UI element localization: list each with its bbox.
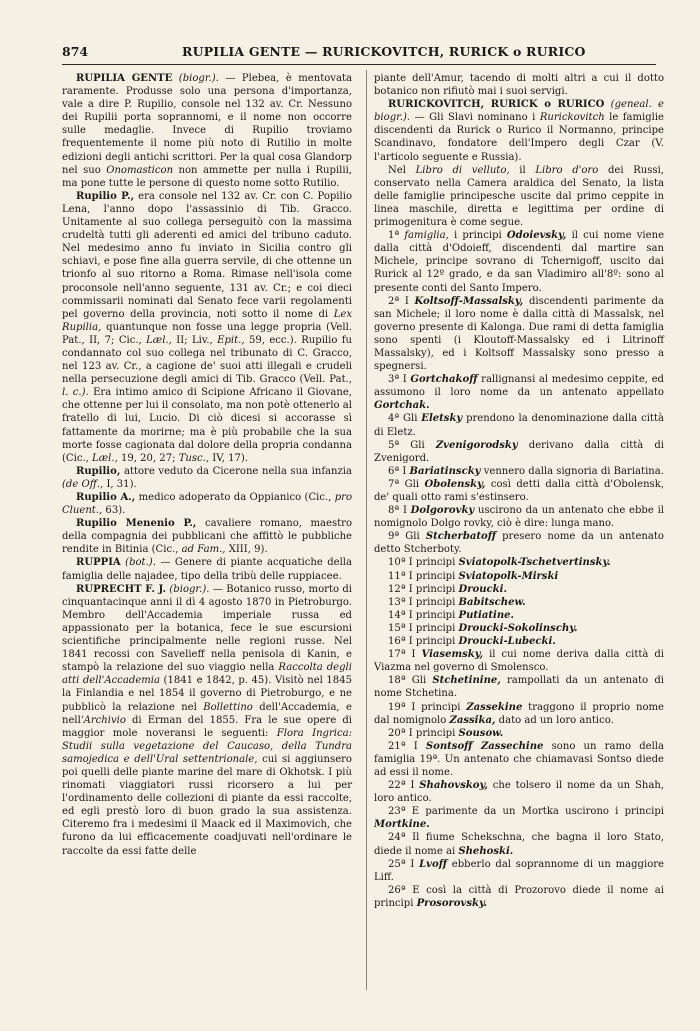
entry-headword: RUPPIA [76, 557, 121, 569]
entry-italic: (de Off., [62, 478, 104, 490]
entry-ruppia [62, 556, 352, 582]
family-item-2 [374, 295, 664, 374]
family-name: Sviatopolk-Tschetvertinsky. [458, 557, 611, 569]
entry-text: vennero dalla signoria di Bariatina. [483, 465, 664, 477]
family-item-6 [374, 465, 664, 478]
family-number: 11ª [388, 570, 406, 582]
entry-text: di Erman del 1855. Fra le sue opere di maggior mole noveransi le seguenti: [62, 714, 352, 739]
family-name: Odoievsky, [506, 230, 567, 242]
entry-text: Gli [411, 675, 427, 687]
entry-text: 19, 20, 27; [120, 452, 176, 464]
entry-text: I [402, 465, 407, 477]
entry-text: I principi [408, 583, 456, 595]
entry-italic: Epit., [217, 334, 245, 346]
entry-rurickovitch [374, 98, 664, 163]
family-item-9 [374, 530, 664, 556]
family-name: Mortkine. [374, 819, 430, 831]
family-item-1 [374, 229, 664, 294]
family-name: Droucki. [458, 583, 507, 595]
entry-text: discendenti parimente da san Michele; il loro nome è dalla città di Massalsk, nel governo presente di Kalonga. Due rami di detta famiglia sono spenti (i Kloutoff-Massalsky ed i Litrinoff Massalsky), ed i Koltsoff Massalsky sono presso a spegnersi. [374, 295, 664, 373]
entry-text: 59, ecc.). Rupilio fu condannato col suo collega nel tribunato di C. Gracco, nel 123 av. Cr., a cagione de' suoi atti illegali e crudeli nella persecuzione degli amici di Tib. Gracco (Vell. Pat., [62, 334, 352, 386]
entry-text: E così la città di Prozorovo diede il nome ai principi [374, 884, 664, 909]
family-item-17 [374, 648, 664, 674]
entry-headword: RUPILIA GENTE [76, 73, 173, 84]
entry-text: non ammette per nulla i Rupilii, ma pone tutte le persone di questo nome sotto Rutilio. [62, 164, 353, 189]
entry-ruprecht [62, 583, 352, 858]
entry-headword: Rupilio P., [76, 190, 135, 202]
entry-text: cavaliere romano, maestro della compagnia dei pubblicani che affittò le pubbliche rendite in Bitinia (Cic., [62, 518, 352, 556]
entry-text: I principi [408, 570, 456, 582]
family-item-10 [374, 556, 664, 569]
entry-headword: Rupilio A., [76, 492, 136, 503]
entry-italic: Rurickovitch [539, 112, 605, 124]
entry-text: il cui nome viene dalla città d'Odoieff, discendenti dal martire san Michele, principe sovrano di Tchernigoff, uscito dai Rurick al 12º grado, e da san Vladimiro all'8º: sono al presente conti del Santo Impero. [374, 230, 665, 294]
entry-text: quantunque non fosse una legge propria (Vell. Pat., II, 7; Cic., [62, 321, 352, 346]
entry-text: dato ad un loro antico. [498, 714, 614, 726]
entry-text: attore veduto da Cicerone nella sua infanzia [123, 465, 352, 477]
entry-text: dei Russi, conservato nella Camera araldica del Senato, la lista delle famiglie principesche uscite dal primo ceppite in linea maschile, diretta e legittima per ordine di primogenitura è come segue. [374, 164, 664, 229]
family-name: Gortchakoff [410, 374, 478, 386]
continued-text: piante dell'Amur, tacendo di molti altri a cui il dotto botanico non rifiutò mai i suoi servigi. [374, 73, 664, 98]
entry-text: I [411, 649, 416, 661]
entry-text: I, 31). [106, 478, 137, 490]
entry-italic: ad Fam., [181, 544, 226, 556]
family-number: 9ª [388, 531, 400, 543]
entry-italic: Bollettino [203, 701, 253, 713]
family-number: 14ª [388, 609, 406, 621]
family-number: 2ª [388, 295, 400, 307]
entry-italic: Læl., [146, 334, 172, 346]
family-item-20 [374, 727, 664, 740]
entry-text: il cui nome deriva dalla città di Viazma nel governo di Smolensco. [374, 649, 664, 674]
entry-text: era console nel 132 av. Cr. con C. Popilio Lena, l'anno dopo l'assassinio di Tib. Gracco. Unitamente al suo collega perseguitò con la massima crudeltà tutti gli aderenti ed amici del tribuno caduto. Nel medesimo anno fu inviato in Sicilia contro gli schiavi, e pose fine alla guerra servile, di che ottenne un trionfo al suo ritorno a Roma. Rimase nell'isola come proconsole nell'anno seguente, 131 av. Cr.; e coi dieci commissarii nominati dal Senato fece varii regolamenti pel governo della provincia, noti sotto il nome di [62, 190, 352, 320]
family-number: 26ª [388, 884, 406, 896]
entry-text: Gli [410, 439, 425, 451]
family-name: Zassika, [449, 714, 496, 726]
family-number: 1ª [388, 230, 400, 242]
right-column [374, 72, 664, 910]
entry-rupilio-attore [62, 465, 352, 491]
family-number: 23ª [388, 806, 406, 818]
entry-tag: (biogr.). [178, 73, 219, 84]
family-item-14 [374, 609, 664, 622]
entry-tag: (bot.). [125, 557, 156, 569]
entry-headword: Rupilio Menenio P., [76, 518, 197, 530]
entry-text: (1841 e 1842, p. 45). Visitò nel 1845 la Finlandia e nel 1854 il governo di Pietroburgo, e ne pubblicò la relazione nel [62, 675, 352, 713]
family-number: 7ª [388, 478, 400, 490]
family-number: 13ª [388, 596, 406, 608]
entry-italic: pro Cluent., [62, 492, 353, 517]
family-name: Sousow. [458, 727, 504, 739]
family-name: Zassekine [466, 701, 523, 713]
family-item-23 [374, 805, 664, 831]
entry-text: XIII, 9). [228, 544, 268, 556]
entry-text: il [519, 164, 526, 176]
entry-text: così detti dalla città d'Obolensk, de' quali otto rami s'estinsero. [374, 478, 664, 503]
entry-italic: l. c.). [62, 387, 89, 399]
family-name: Sviatopolk-Mirski [458, 570, 559, 582]
family-name: Dolgorovky [410, 505, 475, 517]
family-item-8 [374, 504, 664, 530]
family-name: Zvenigorodsky [435, 439, 518, 451]
entry-text: I principi [411, 701, 461, 713]
family-number: 17ª [388, 649, 406, 661]
entry-text: rallignansi al medesimo ceppite, ed assumono il loro nome da un antenato appellato [374, 374, 664, 399]
entry-text: I principi [408, 727, 456, 739]
entry-text: I [410, 780, 415, 792]
family-name: Lvoff [419, 858, 448, 870]
family-name: Prosorovsky. [416, 897, 488, 909]
entry-italic: Flora Ingrica: Studii sulla vegetazione del Caucaso, della Tundra samojedica e dell'Ural settentrionale, [62, 727, 352, 765]
page-header [62, 44, 656, 62]
entry-italic: Libro di velluto, [415, 164, 510, 176]
family-item-25 [374, 858, 664, 884]
entry-text: Il fiume Schekschna, che bagna il loro Stato, diede il nome ai [374, 832, 664, 857]
entry-italic: Onomasticon [106, 164, 174, 176]
family-number: 22ª [388, 780, 406, 792]
entry-headword: RUPRECHT F. J. [76, 583, 167, 595]
family-number: 10ª [388, 557, 406, 569]
header-rule [62, 64, 656, 65]
entry-text: uscirono da un antenato che ebbe il nomignolo Dolgo rovky, ciò è dire: lunga mano. [374, 505, 664, 530]
page-number: 874 [62, 44, 89, 59]
family-item-24 [374, 831, 664, 857]
entry-rupilio-p [62, 190, 352, 465]
entry-text: prendono la denominazione dalla città di Eletz. [374, 413, 664, 438]
entry-text: I principi [408, 557, 456, 569]
family-item-7 [374, 478, 664, 504]
entry-text: i principi [453, 230, 502, 242]
family-item-26 [374, 884, 664, 910]
family-item-22 [374, 779, 664, 805]
entry-text: ebberlo dal soprannome di un maggiore Liff. [374, 858, 664, 883]
entry-text: I principi [408, 622, 456, 634]
family-number: 18ª [388, 675, 406, 687]
entry-text: medico adoperato da Oppianico (Cic., [138, 492, 332, 503]
entry-text: I [404, 295, 409, 307]
entry-tag: (geneal. e biogr.). [374, 99, 664, 124]
family-name: Putiatine. [458, 609, 515, 621]
entry-text: I principi [408, 636, 456, 648]
family-name: Sontsoff Zassechine [425, 740, 544, 752]
family-name: Obolensky, [424, 478, 486, 490]
family-number: 24ª [388, 832, 406, 844]
entry-italic: Tusc., [178, 452, 210, 464]
entry-text: IV, 17). [212, 452, 248, 464]
entry-text: Gli [403, 413, 418, 425]
entry-italic: Libro d'oro [535, 164, 599, 176]
entry-text: presero nome da un antenato detto Stcherboty. [374, 531, 664, 556]
entry-italic: Archivio [83, 714, 126, 726]
entry-text: Gli [405, 531, 420, 543]
family-number: 19ª [388, 701, 406, 713]
entry-text: E parimente da un Mortka uscirono i principi [411, 806, 664, 818]
entry-text: I [402, 505, 407, 517]
family-item-11 [374, 570, 664, 583]
entry-rupilio-menenio [62, 517, 352, 556]
family-item-15 [374, 622, 664, 635]
family-name: Viasemsky, [421, 649, 484, 661]
entry-text: Nel [388, 164, 406, 176]
entry-text: cui si aggiunsero poi quelli delle piante marine del mare di Okhotsk. I più rinomati viaggiatori russi ricorsero a lui per l'ordinamento delle collezioni di piante da essi raccolte, ed egli prestò loro di buon grado la sua assistenza. Citeremo fra i medesimi il Maack ed il Maximovich, che furono da lui efficacemente coadjuvati nell'ordinare le raccolte da essi fatte delle [62, 753, 352, 857]
family-number: 8ª [388, 505, 400, 517]
family-item-19 [374, 701, 664, 727]
entry-tag: (biogr.). [169, 583, 210, 595]
family-name: Bariatinscky [409, 465, 481, 477]
entry-text: sono un ramo della famiglia 19ª. Un antenato che chiamavasi Sontso diede ad essi il nome. [374, 740, 664, 778]
family-name: Eletsky [421, 413, 463, 425]
family-name: Droucki-Sokolinschy. [458, 622, 578, 634]
entry-text: II; Liv., [176, 334, 213, 346]
entry-text: I [413, 740, 418, 752]
entry-italic: Læl., [92, 452, 118, 464]
entry-text: le famiglie discendenti da Rurick o Rurico il Normanno, principe Scandinavo, fondatore dell'Impero degli Czar (V. l'articolo seguente e Russia). [374, 112, 665, 163]
entry-text: 63). [105, 505, 126, 517]
entry-text: I principi [408, 596, 456, 608]
family-number: 6ª [388, 465, 400, 477]
family-item-4 [374, 412, 664, 438]
entry-text: — Gli Slavi nominano i [414, 112, 536, 124]
column-divider [366, 70, 367, 990]
family-number: 5ª [388, 439, 400, 451]
entry-text: dell'Accademia, e nell' [62, 701, 352, 726]
family-number: 16ª [388, 636, 406, 648]
family-name: Babitschew. [458, 596, 526, 608]
family-item-5 [374, 439, 664, 465]
entry-text: Era intimo amico di Scipione Africano il Giovane, che ottenne per lui il consolato, ma non potè ottenerlo al fratello di lui, Lucio. Di ciò dicesi si accorasse sì fattamente da morirne; ma è più probabile che la sua morte fosse cagionata dal dolore della propria condanna (Cic., [62, 387, 352, 464]
entry-text: traggono il proprio nome dal nomignolo [374, 701, 664, 726]
entry-italic: Raccolta degli atti dell'Accademia [62, 662, 352, 687]
family-number: 20ª [388, 727, 406, 739]
family-name: Stcherbatoff [425, 531, 497, 543]
entry-italic: Lex Rupilia, [62, 308, 352, 333]
running-title: RUPILIA GENTE — RURICKOVITCH, RURICK o RURICO [182, 44, 586, 59]
family-name: Gortchak. [374, 400, 430, 412]
entry-text: I [410, 858, 415, 870]
entry-text: — Botanico russo, morto di cinquantacinque anni il dì 4 agosto 1870 in Pietroburgo. Membro dell'Accademia imperiale russa ed appassionato per la botanica, fece le sue escursioni scientifiche principalmente nelle regioni russe. Nel 1841 recossi con Savelieff nella penisola di Kanin, e stampò la relazione del suo viaggio nella [62, 583, 352, 674]
libro-di-velluto-paragraph [374, 164, 664, 229]
family-number: 21ª [388, 740, 406, 752]
family-number: 12ª [388, 583, 406, 595]
family-name: Shahovskoy, [419, 780, 488, 792]
family-number: 3ª [388, 374, 400, 386]
family-item-16 [374, 635, 664, 648]
entry-text: rampollati da un antenato di nome Stchetina. [374, 675, 665, 700]
entry-text: — Genere di piante acquatiche della famiglia delle najadee, tipo della tribù delle ruppiacee. [62, 557, 352, 582]
family-item-18 [374, 674, 664, 700]
family-item-13 [374, 596, 664, 609]
family-name: Droucki-Lubecki. [458, 636, 556, 648]
entry-headword: Rupilio, [76, 465, 121, 477]
entry-text: I [402, 374, 407, 386]
family-name: Koltsoff-Massalsky, [414, 295, 524, 307]
entry-italic: famiglia, [404, 230, 449, 242]
entry-text: che tolsero il nome da un Shah, loro antico. [374, 780, 665, 805]
family-number: 15ª [388, 622, 406, 634]
entry-rupilio-a [62, 491, 352, 517]
family-item-21 [374, 740, 664, 779]
family-number: 4ª [388, 413, 400, 425]
entry-text: I principi [408, 609, 456, 621]
family-item-3 [374, 373, 664, 412]
entry-rupilia-gente [62, 72, 352, 190]
family-number: 25ª [388, 858, 406, 870]
left-column [62, 72, 352, 858]
entry-text: Gli [404, 478, 420, 490]
family-item-12 [374, 583, 664, 596]
entry-text: derivano dalla città di Zvenigord. [374, 439, 665, 464]
family-name: Stchetinine, [432, 675, 501, 687]
entry-headword: RURICKOVITCH, RURICK o RURICO [388, 99, 605, 111]
entry-text: — Plebea, è mentovata raramente. Produsse solo una persona d'importanza, vale a dire P. Rupilio, console nel 132 av. Cr. Nessuno dei Rupilii porta soprannomi, e il nome non occorre sulle medaglie. Invece di Rupilio troviamo frequentemente il nome più noto di Rutilio in molte edizioni degli antichi scrittori. Per la qual cosa Glandorp nel suo [62, 73, 353, 176]
family-name: Shehoski. [458, 845, 514, 857]
